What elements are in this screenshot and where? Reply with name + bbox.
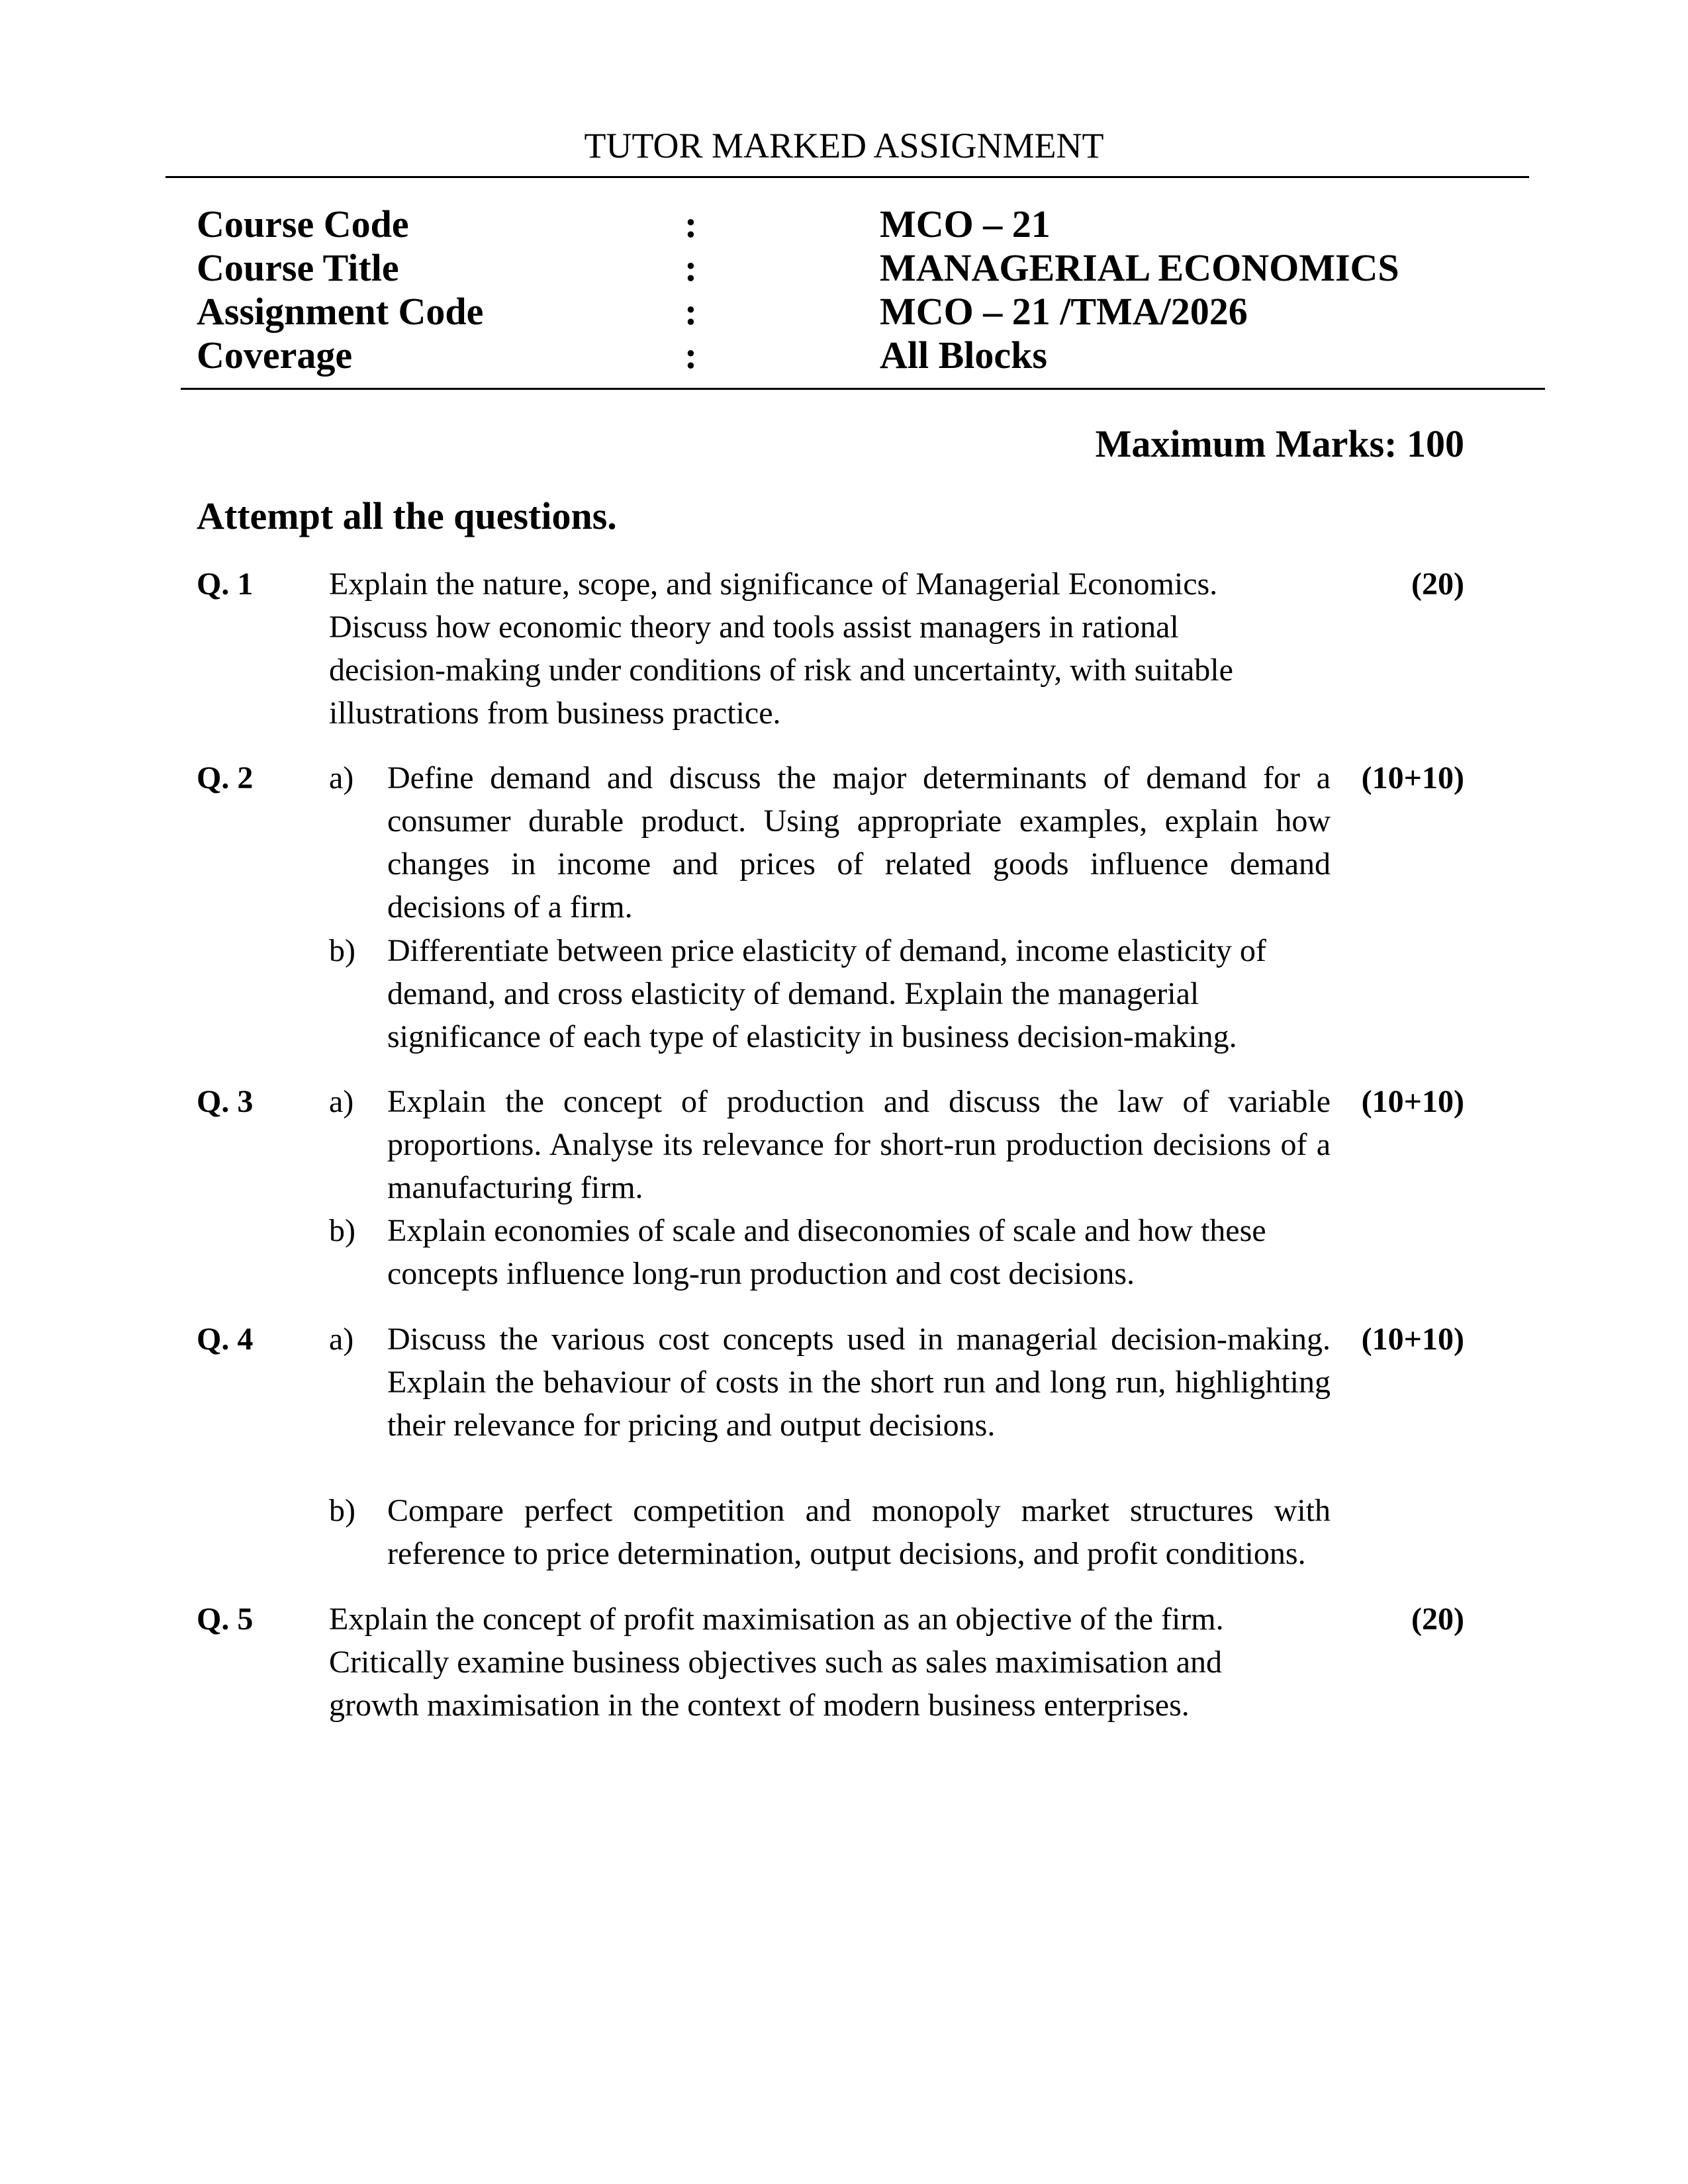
- header-value: MCO – 21 /TMA/2026: [880, 290, 1248, 333]
- document-title: TUTOR MARKED ASSIGNMENT: [584, 126, 1104, 165]
- question-marks: (10+10): [1361, 1322, 1464, 1357]
- question-number: Q. 2: [197, 760, 254, 796]
- sub-question-text: Explain the concept of production and discuss the law of variable proportions. Analyse its relevance for short-run production decisions of a manufacturing firm.: [387, 1084, 1331, 1205]
- maximum-marks: Maximum Marks: 100: [1095, 422, 1464, 465]
- sub-question-text: Differentiate between price elasticity of demand, income elasticity of demand, and cross elasticity of demand. Explain the managerial significance of each type of elasticity in business decision-making.: [387, 933, 1266, 1054]
- question-marks: (20): [1411, 1602, 1464, 1637]
- sub-question-label: b): [329, 1213, 355, 1248]
- header-label: Course Title: [197, 246, 399, 289]
- header-value: All Blocks: [880, 334, 1047, 377]
- header-colon: :: [684, 290, 698, 333]
- sub-question-label: b): [329, 1493, 355, 1528]
- instruction: Attempt all the questions.: [197, 494, 617, 537]
- question-text: Explain the concept of profit maximisation as an objective of the firm. Critically examine business objectives such as sales maximisation and growth maximisation in the context of modern business enterprises.: [329, 1602, 1224, 1723]
- question-number: Q. 1: [197, 567, 254, 602]
- header-colon: :: [684, 334, 698, 377]
- question-marks: (20): [1411, 567, 1464, 602]
- sub-question-label: a): [329, 1084, 354, 1119]
- header-label: Assignment Code: [197, 290, 484, 333]
- header-bottom-rule: [181, 388, 1545, 390]
- question-number: Q. 3: [197, 1084, 254, 1119]
- header-colon: :: [684, 203, 698, 246]
- sub-question-label: a): [329, 760, 354, 796]
- header-value: MANAGERIAL ECONOMICS: [880, 246, 1399, 289]
- header-colon: :: [684, 246, 698, 289]
- question-marks: (10+10): [1361, 760, 1464, 796]
- sub-question-text: Define demand and discuss the major determinants of demand for a consumer durable product. Using appropriate examples, explain how changes in income and prices of related goods influence demand decisions of a firm.: [387, 760, 1331, 925]
- sub-question-text: Discuss the various cost concepts used in managerial decision-making. Explain the behaviour of costs in the short run and long run, highlighting their relevance for pricing and output decisions.: [387, 1322, 1331, 1443]
- header-row-course-title: [0, 246, 1688, 291]
- header-label: Course Code: [197, 203, 409, 246]
- header-top-rule: [165, 176, 1529, 178]
- question-text: Explain the nature, scope, and significance of Managerial Economics. Discuss how economic theory and tools assist managers in rational decision-making under conditions of risk and uncertainty, with suitable illustrations from business practice.: [329, 567, 1233, 731]
- question-number: Q. 4: [197, 1322, 254, 1357]
- header-label: Coverage: [197, 334, 353, 377]
- question-marks: (10+10): [1361, 1084, 1464, 1119]
- header-row-assignment-code: [0, 289, 1688, 334]
- sub-question-label: a): [329, 1322, 354, 1357]
- header-row-coverage: [0, 333, 1688, 378]
- question-number: Q. 5: [197, 1602, 254, 1637]
- header-row-course-code: [0, 202, 1688, 247]
- sub-question-text: Explain economies of scale and diseconomies of scale and how these concepts influence long-run production and cost decisions.: [387, 1213, 1266, 1291]
- sub-question-text: Compare perfect competition and monopoly market structures with reference to price determination, output decisions, and profit conditions.: [387, 1493, 1331, 1571]
- header-value: MCO – 21: [880, 203, 1051, 246]
- sub-question-label: b): [329, 933, 355, 968]
